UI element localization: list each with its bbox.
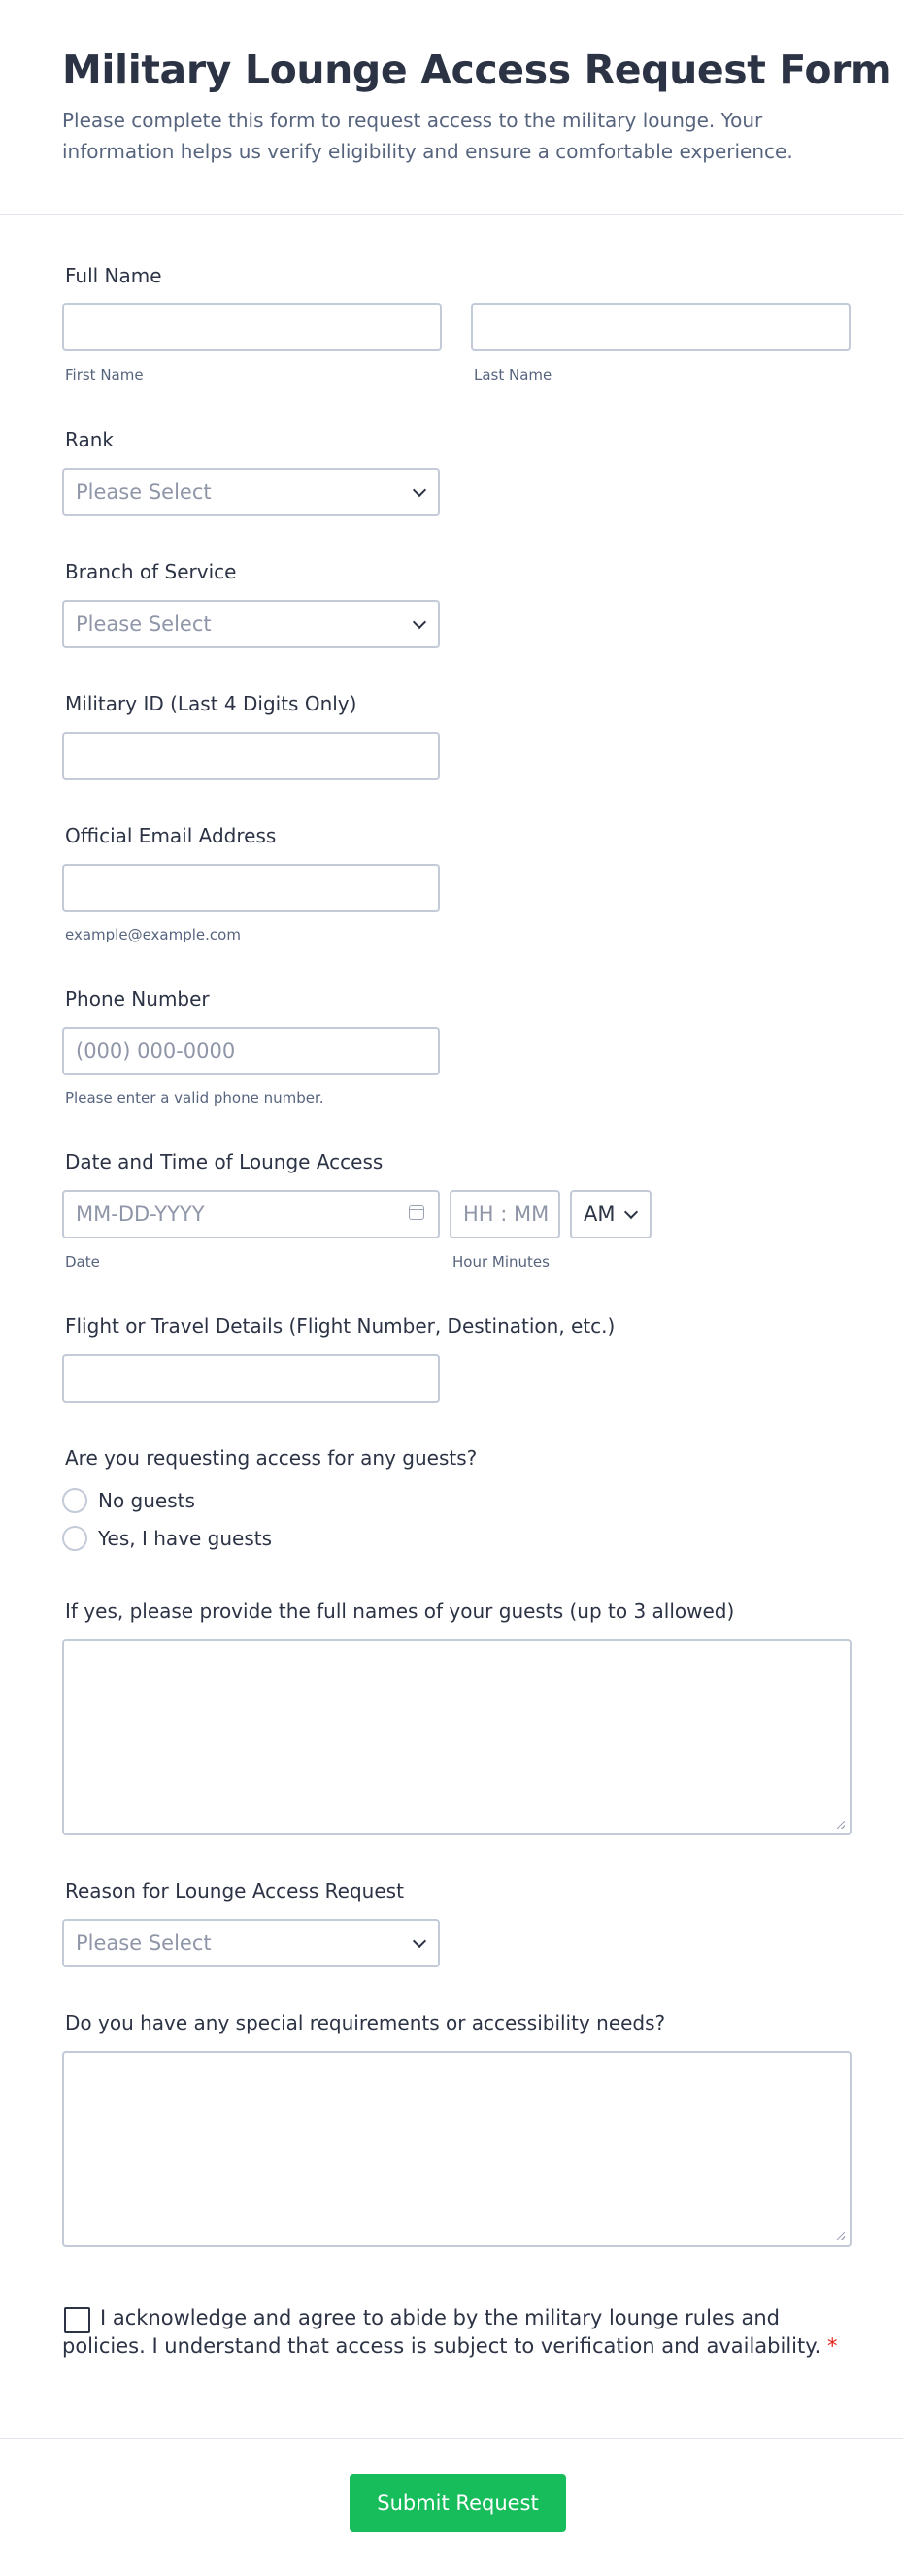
chevron-down-icon bbox=[413, 483, 426, 497]
radio-no-guests[interactable] bbox=[62, 1488, 87, 1513]
flight-label: Flight or Travel Details (Flight Number, Destination, etc.) bbox=[65, 1314, 616, 1338]
rank-select[interactable] bbox=[62, 468, 440, 516]
phone-sublabel: Please enter a valid phone number. bbox=[65, 1089, 324, 1106]
military-id-input[interactable] bbox=[62, 732, 440, 780]
date-input[interactable] bbox=[62, 1190, 440, 1238]
email-input[interactable] bbox=[62, 864, 440, 912]
resize-handle-icon[interactable] bbox=[837, 2232, 845, 2240]
required-asterisk: * bbox=[827, 2334, 838, 2358]
last-name-sublabel: Last Name bbox=[474, 366, 552, 383]
first-name-sublabel: First Name bbox=[65, 366, 144, 383]
flight-input[interactable] bbox=[62, 1354, 440, 1403]
ampm-select[interactable] bbox=[570, 1190, 652, 1238]
full-name-label: Full Name bbox=[65, 264, 162, 287]
form-subtitle: Please complete this form to request access to the military lounge. Your information helps us verify eligibility and ensure a comfortable experience. bbox=[62, 109, 793, 163]
acknowledgment-text-line2: policies. I understand that access is subject to verification and availability. * bbox=[62, 2334, 838, 2358]
time-sublabel: Hour Minutes bbox=[452, 1253, 550, 1271]
rank-label: Rank bbox=[65, 428, 114, 451]
footer-divider bbox=[0, 2438, 903, 2439]
form-title: Military Lounge Access Request Form bbox=[62, 47, 892, 93]
date-sublabel: Date bbox=[65, 1253, 100, 1271]
ampm-value: AM bbox=[584, 1203, 616, 1226]
time-placeholder: HH : MM bbox=[463, 1203, 550, 1226]
first-name-input[interactable] bbox=[62, 303, 442, 351]
chevron-down-icon bbox=[413, 615, 426, 629]
phone-placeholder: (000) 000-0000 bbox=[76, 1040, 236, 1063]
last-name-input[interactable] bbox=[471, 303, 851, 351]
resize-handle-icon[interactable] bbox=[837, 1821, 845, 1829]
email-label: Official Email Address bbox=[65, 824, 277, 847]
chevron-down-icon bbox=[624, 1205, 638, 1219]
special-label: Do you have any special requirements or accessibility needs? bbox=[65, 2011, 666, 2034]
reason-select[interactable] bbox=[62, 1919, 440, 1967]
reason-label: Reason for Lounge Access Request bbox=[65, 1879, 404, 1902]
datetime-label: Date and Time of Lounge Access bbox=[65, 1150, 384, 1173]
acknowledgment-checkbox[interactable] bbox=[64, 2307, 90, 2333]
time-input[interactable] bbox=[450, 1190, 560, 1238]
guests-label: Are you requesting access for any guests? bbox=[65, 1446, 478, 1470]
calendar-icon[interactable] bbox=[409, 1205, 424, 1220]
radio-yes-guests-label[interactable]: Yes, I have guests bbox=[98, 1527, 273, 1550]
phone-input[interactable] bbox=[62, 1027, 440, 1075]
guest-names-textarea[interactable] bbox=[62, 1639, 852, 1835]
branch-select[interactable] bbox=[62, 600, 440, 648]
radio-no-guests-label[interactable]: No guests bbox=[98, 1489, 195, 1512]
reason-select-value: Please Select bbox=[76, 1932, 212, 1955]
guest-names-label: If yes, please provide the full names of your guests (up to 3 allowed) bbox=[65, 1600, 735, 1623]
branch-label: Branch of Service bbox=[65, 560, 237, 583]
phone-label: Phone Number bbox=[65, 987, 210, 1010]
special-textarea[interactable] bbox=[62, 2051, 852, 2247]
date-placeholder: MM-DD-YYYY bbox=[76, 1203, 205, 1226]
radio-yes-guests[interactable] bbox=[62, 1526, 87, 1551]
email-sublabel: example@example.com bbox=[65, 926, 241, 943]
branch-select-value: Please Select bbox=[76, 612, 212, 636]
submit-button[interactable]: Submit Request bbox=[350, 2474, 566, 2532]
acknowledgment-text-line1: I acknowledge and agree to abide by the military lounge rules and bbox=[100, 2306, 780, 2329]
military-id-label: Military ID (Last 4 Digits Only) bbox=[65, 692, 357, 715]
chevron-down-icon bbox=[413, 1934, 426, 1948]
header-divider bbox=[0, 214, 903, 215]
rank-select-value: Please Select bbox=[76, 480, 212, 504]
